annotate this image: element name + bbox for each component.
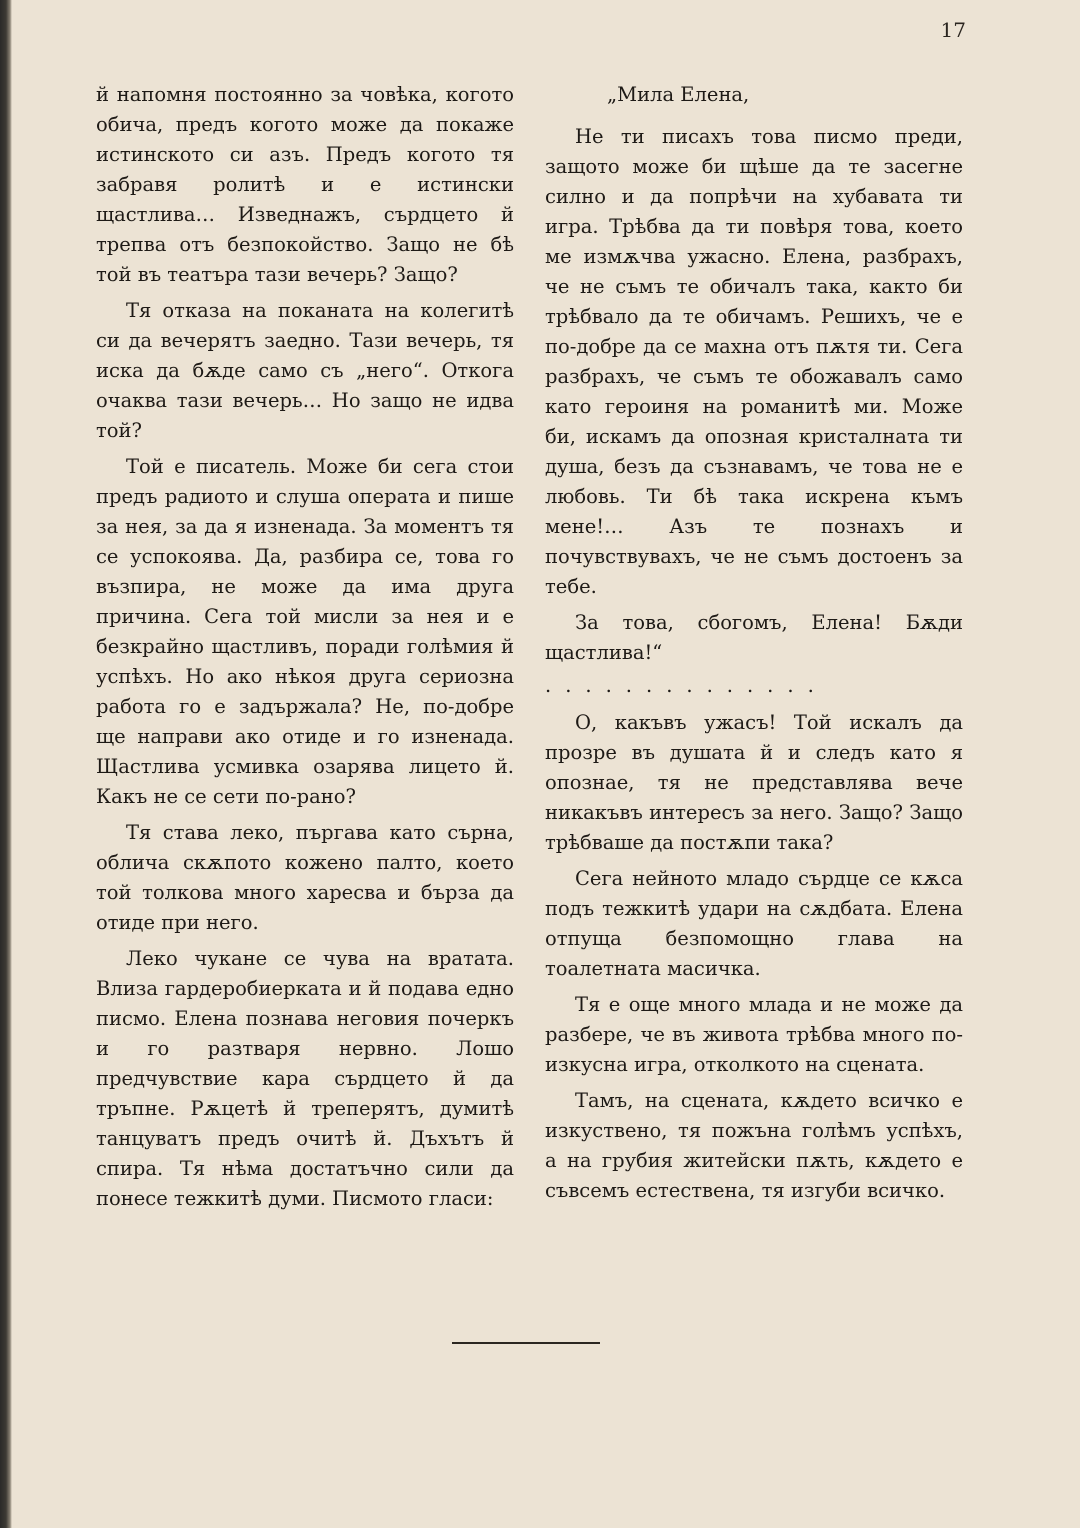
paragraph: О, какъвъ ужасъ! Той искалъ да прозре въ душата й и следъ като я опознае, тя не представлява вече никакъвъ интересъ за него. Защо? Защо трѣбваше да постѫпи така? — [545, 711, 963, 854]
paragraph: Тамъ, на сцената, кѫдето всичко е изкуствено, тя пожъна голѣмъ успѣхъ, а на грубия житейски пѫть, кѫдето е съвсемъ естествена, тя изгуби всичко. — [545, 1089, 963, 1202]
letter-salutation: „Мила Елена, — [607, 83, 750, 106]
paragraph: й напомня постоянно за човѣка, когото обича, предъ когото може да покаже истинското си азъ. Предъ когото тя забравя ролитѣ и е истински щастлива… Изведнажъ, сърдцето й трепва отъ безпокойство. Защо не бѣ той въ театъра тази вечерь? Защо? — [96, 83, 514, 286]
paragraph: Леко чукане се чува на вратата. Влиза гардеробиерката и й подава едно писмо. Елена познава неговия почеркъ и го разтваря нервно. Лошо предчувствие кара сърдцето й да тръпне. Рѫцетѣ й треперятъ, думитѣ танцуватъ предъ очитѣ й. Дъхътъ й спира. Тя нѣма достатъчно сили да понесе тежкитѣ думи. Писмото гласи: — [96, 947, 514, 1210]
paragraph: Тя отказа на поканата на колегитѣ си да вечерятъ заедно. Тази вечерь, тя иска да бѫде само съ „него“. Откога очаква тази вечерь… Но защо не идва той? — [96, 299, 514, 442]
letter-paragraph: За това, сбогомъ, Елена! Бѫди щастлива!“ — [545, 611, 963, 664]
end-rule — [452, 1342, 600, 1344]
paragraph: Тя е още много млада и не може да разбере, че въ живота трѣбва много по-изкусна игра, отколкото на сцената. — [545, 993, 963, 1076]
left-column — [96, 80, 514, 1220]
paragraph: Тя става леко, пъргава като сърна, облича скѫпото кожено палто, което той толкова много харесва и бърза да отиде при него. — [96, 821, 514, 934]
letter-paragraph: Не ти писахъ това писмо преди, защото може би щѣше да те засегне силно и да попрѣчи на хубавата ти игра. Трѣбва да ти повѣря това, което ме измѫчва ужасно. Елена, разбрахъ, че не съмъ те обичалъ така, както би трѣбвало да те обичамъ. Решихъ, че е по-добре да се махна отъ пѫтя ти. Сега разбрахъ, че съмъ те обожавалъ само като героиня на романитѣ ми. Може би, искамъ да опозная кристалната ти душа, безъ да съзнавамъ, че това не е любовь. Ти бѣ така искрена къмъ мене!… Азъ те познахъ и почувствувахъ, че не съмъ достоенъ за тебе. — [545, 125, 963, 598]
scan-page-edge — [0, 0, 12, 1528]
paragraph: Сега нейното младо сърдце се кѫса подъ тежкитѣ удари на сѫдбата. Елена отпуща безпомощно глава на тоалетната масичка. — [545, 867, 963, 980]
right-column — [545, 80, 963, 1212]
dotted-separator: .............. — [545, 674, 828, 697]
page-number: 17 — [940, 18, 966, 42]
paragraph: Той е писатель. Може би сега стои предъ радиото и слуша операта и пише за нея, за да я изненада. За моментъ тя се успокоява. Да, разбира се, това го възпира, не може да има друга причина. Сега той мисли за нея и е безкрайно щастливъ, поради голѣмия й успѣхъ. Но ако нѣкоя друга сериозна работа го е задържала? Не, по-добре ще направи ако отиде и го изненада. Щастлива усмивка озарява лицето й. Какъ не се сети по-рано? — [96, 455, 514, 808]
